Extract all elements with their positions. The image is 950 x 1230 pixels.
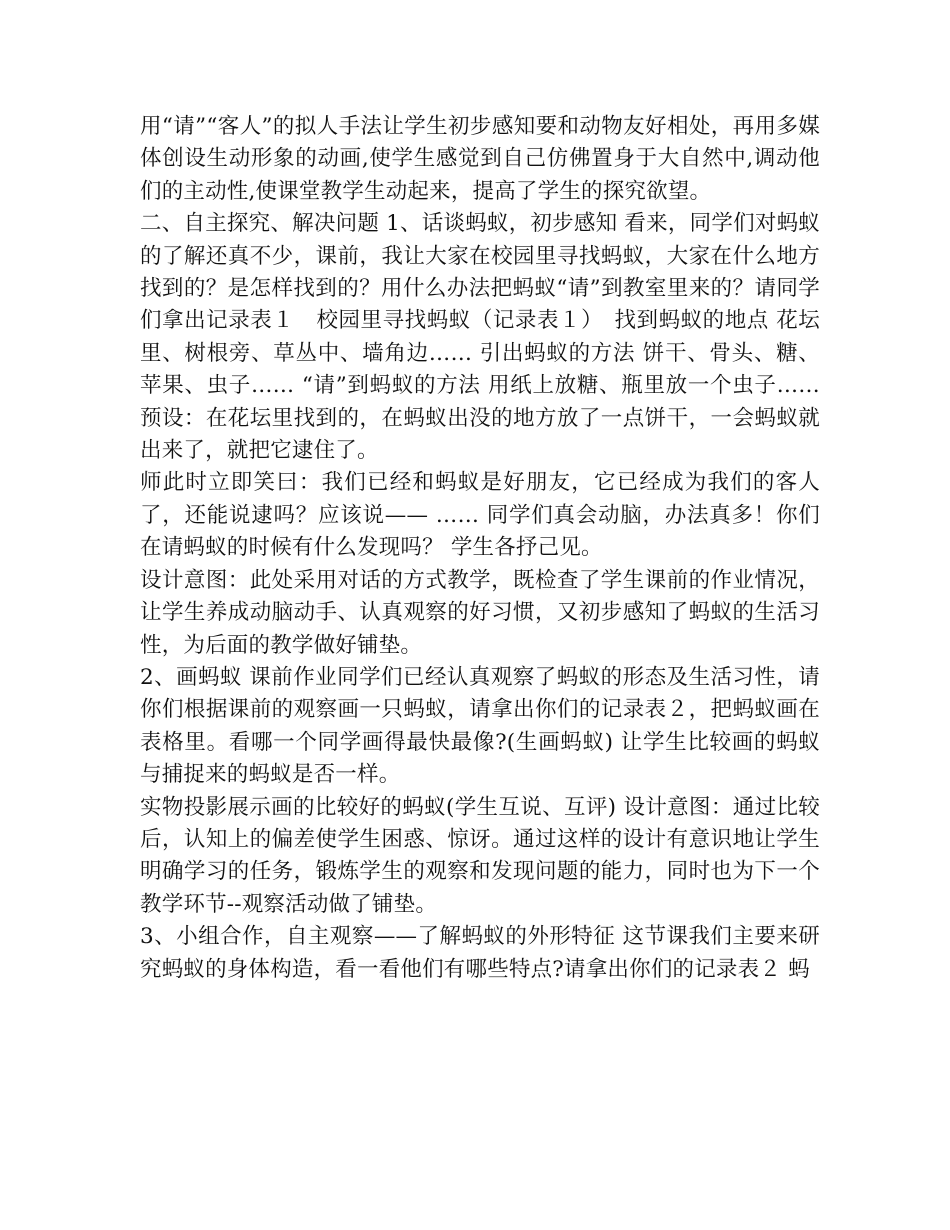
paragraph-design-intent-1: 设计意图：此处采用对话的方式教学，既检查了学生课前的作业情况，让学生养成动脑动手、认真观察的好习惯，又初步感知了蚂蚁的生活习性，为后面的教学做好铺垫。	[140, 567, 820, 658]
paragraph-section-two: 二、自主探究、解决问题 1、话谈蚂蚁，初步感知 看来，同学们对蚂蚁的了解还真不少，课前，我让大家在校园里寻找蚂蚁，大家在什么地方找到的？是怎样找到的？用什么办法把蚂蚁“请”到教室里来的？请同学们拿出记录表１ 校园里寻找蚂蚁（记录表１） 找到蚂蚁的地点 花坛里、树根旁、草丛中、墙角边…… 引出蚂蚁的方法 饼干、骨头、糖、苹果、虫子…… “请”到蚂蚁的方法 用纸上放糖、瓶里放一个虫子…… 预设：在花坛里找到的，在蚂蚁出没的地方放了一点饼干，一会蚂蚁就出来了，就把它逮住了。	[140, 211, 820, 464]
document-body	[140, 111, 820, 986]
paragraph-intro-summary: 用“请”“客人”的拟人手法让学生初步感知要和动物友好相处，再用多媒体创设生动形象的动画,使学生感觉到自己仿佛置身于大自然中,调动他们的主动性,使课堂教学生动起来，提高了学生的探究欲望。	[140, 114, 820, 204]
paragraph-teacher-remark: 师此时立即笑曰：我们已经和蚂蚁是好朋友，它已经成为我们的客人了，还能说逮吗？应该说—— …… 同学们真会动脑，办法真多！你们在请蚂蚁的时候有什么发现吗？ 学生各抒己见。	[140, 470, 820, 561]
paragraph-group-cooperation: 3、小组合作，自主观察——了解蚂蚁的外形特征 这节课我们主要来研究蚂蚁的身体构造，看一看他们有哪些特点?请拿出你们的记录表２ 蚂	[140, 924, 820, 982]
paragraph-draw-ant: 2、画蚂蚁 课前作业同学们已经认真观察了蚂蚁的形态及生活习性，请你们根据课前的观察画一只蚂蚁，请拿出你们的记录表２，把蚂蚁画在表格里。看哪一个同学画得最快最像?(生画蚂蚁) 让学生比较画的蚂蚁与捕捉来的蚂蚁是否一样。	[140, 664, 820, 788]
paragraph-projection-display: 实物投影展示画的比较好的蚂蚁(学生互说、互评) 设计意图：通过比较后，认知上的偏差使学生困惑、惊讶。通过这样的设计有意识地让学生明确学习的任务，锻炼学生的观察和发现问题的能力，同时也为下一个教学环节--观察活动做了铺垫。	[140, 794, 820, 917]
